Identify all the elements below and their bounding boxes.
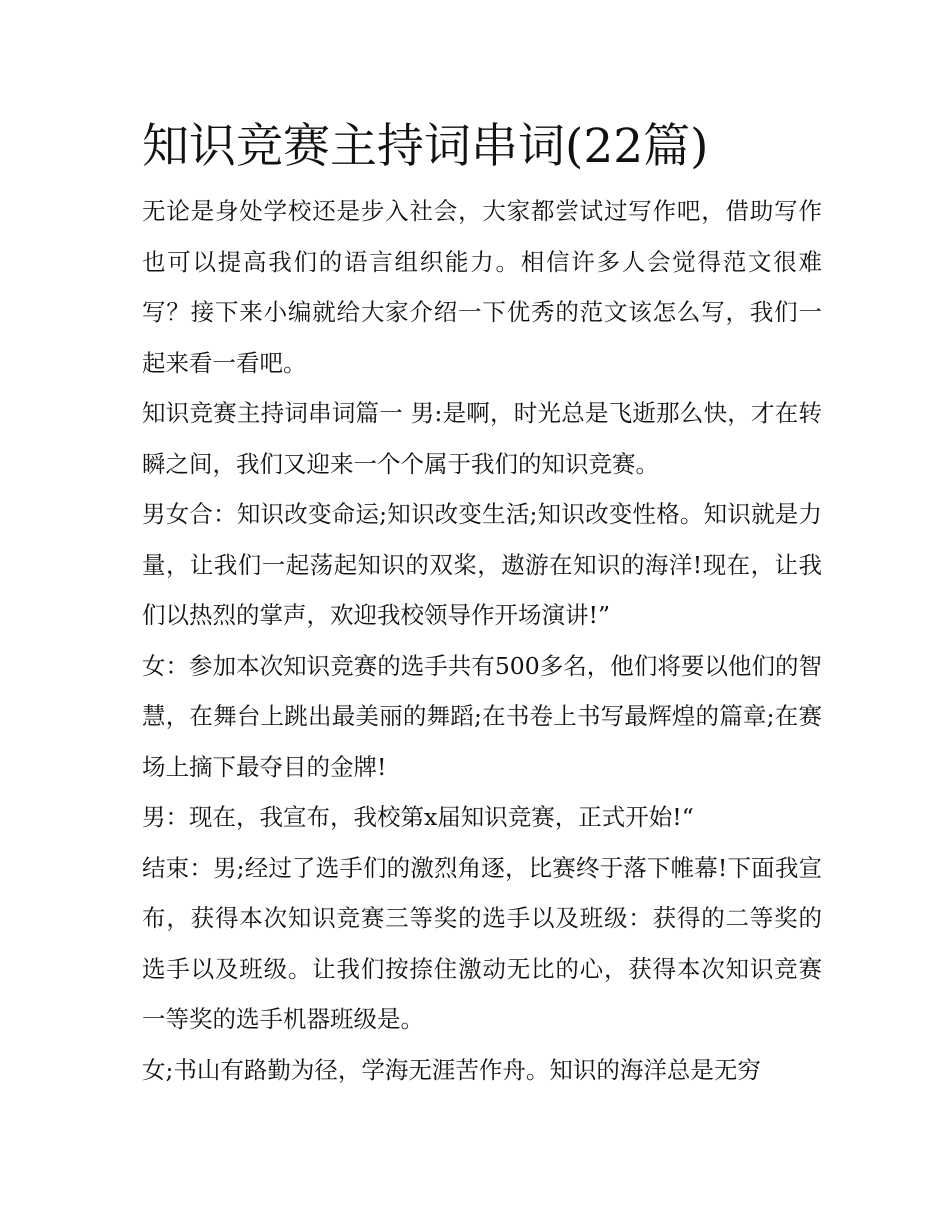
paragraph-joint-speech: 男女合：知识改变命运;知识改变生活;知识改变性格。知识就是力量，让我们一起荡起知识的双桨，遨游在知识的海洋!现在，让我们以热烈的掌声，欢迎我校领导作开场演讲!”	[142, 500, 822, 629]
paragraph-female-host: 女：参加本次知识竞赛的选手共有500多名，他们将要以他们的智慧，在舞台上跳出最美丽的舞蹈;在书卷上书写最辉煌的篇章;在赛场上摘下最夺目的金牌!	[142, 651, 822, 781]
paragraph-announcement: 男：现在，我宣布，我校第x届知识竞赛，正式开始!“	[142, 803, 694, 831]
document-page	[142, 112, 822, 1095]
document-title: 知识竞赛主持词串词(22篇)	[142, 119, 709, 174]
paragraph-intro: 无论是身处学校还是步入社会，大家都尝试过写作吧，借助写作也可以提高我们的语言组织能力。相信许多人会觉得范文很难写？接下来小编就给大家介绍一下优秀的范文该怎么写，我们一起来看一看吧。	[142, 197, 822, 377]
paragraph-closing: 结束：男;经过了选手们的激烈角逐，比赛终于落下帷幕!下面我宣布，获得本次知识竞赛三等奖的选手以及班级：获得的二等奖的选手以及班级。让我们按捺住激动无比的心，获得本次知识竞赛一等奖的选手机器班级是。	[142, 853, 822, 1033]
paragraph-final: 女;书山有路勤为径，学海无涯苦作舟。知识的海洋总是无穷	[142, 1055, 761, 1084]
paragraph-opening: 知识竞赛主持词串词篇一 男:是啊，时光总是飞逝那么快，才在转瞬之间，我们又迎来一个个属于我们的知识竞赛。	[142, 399, 822, 478]
